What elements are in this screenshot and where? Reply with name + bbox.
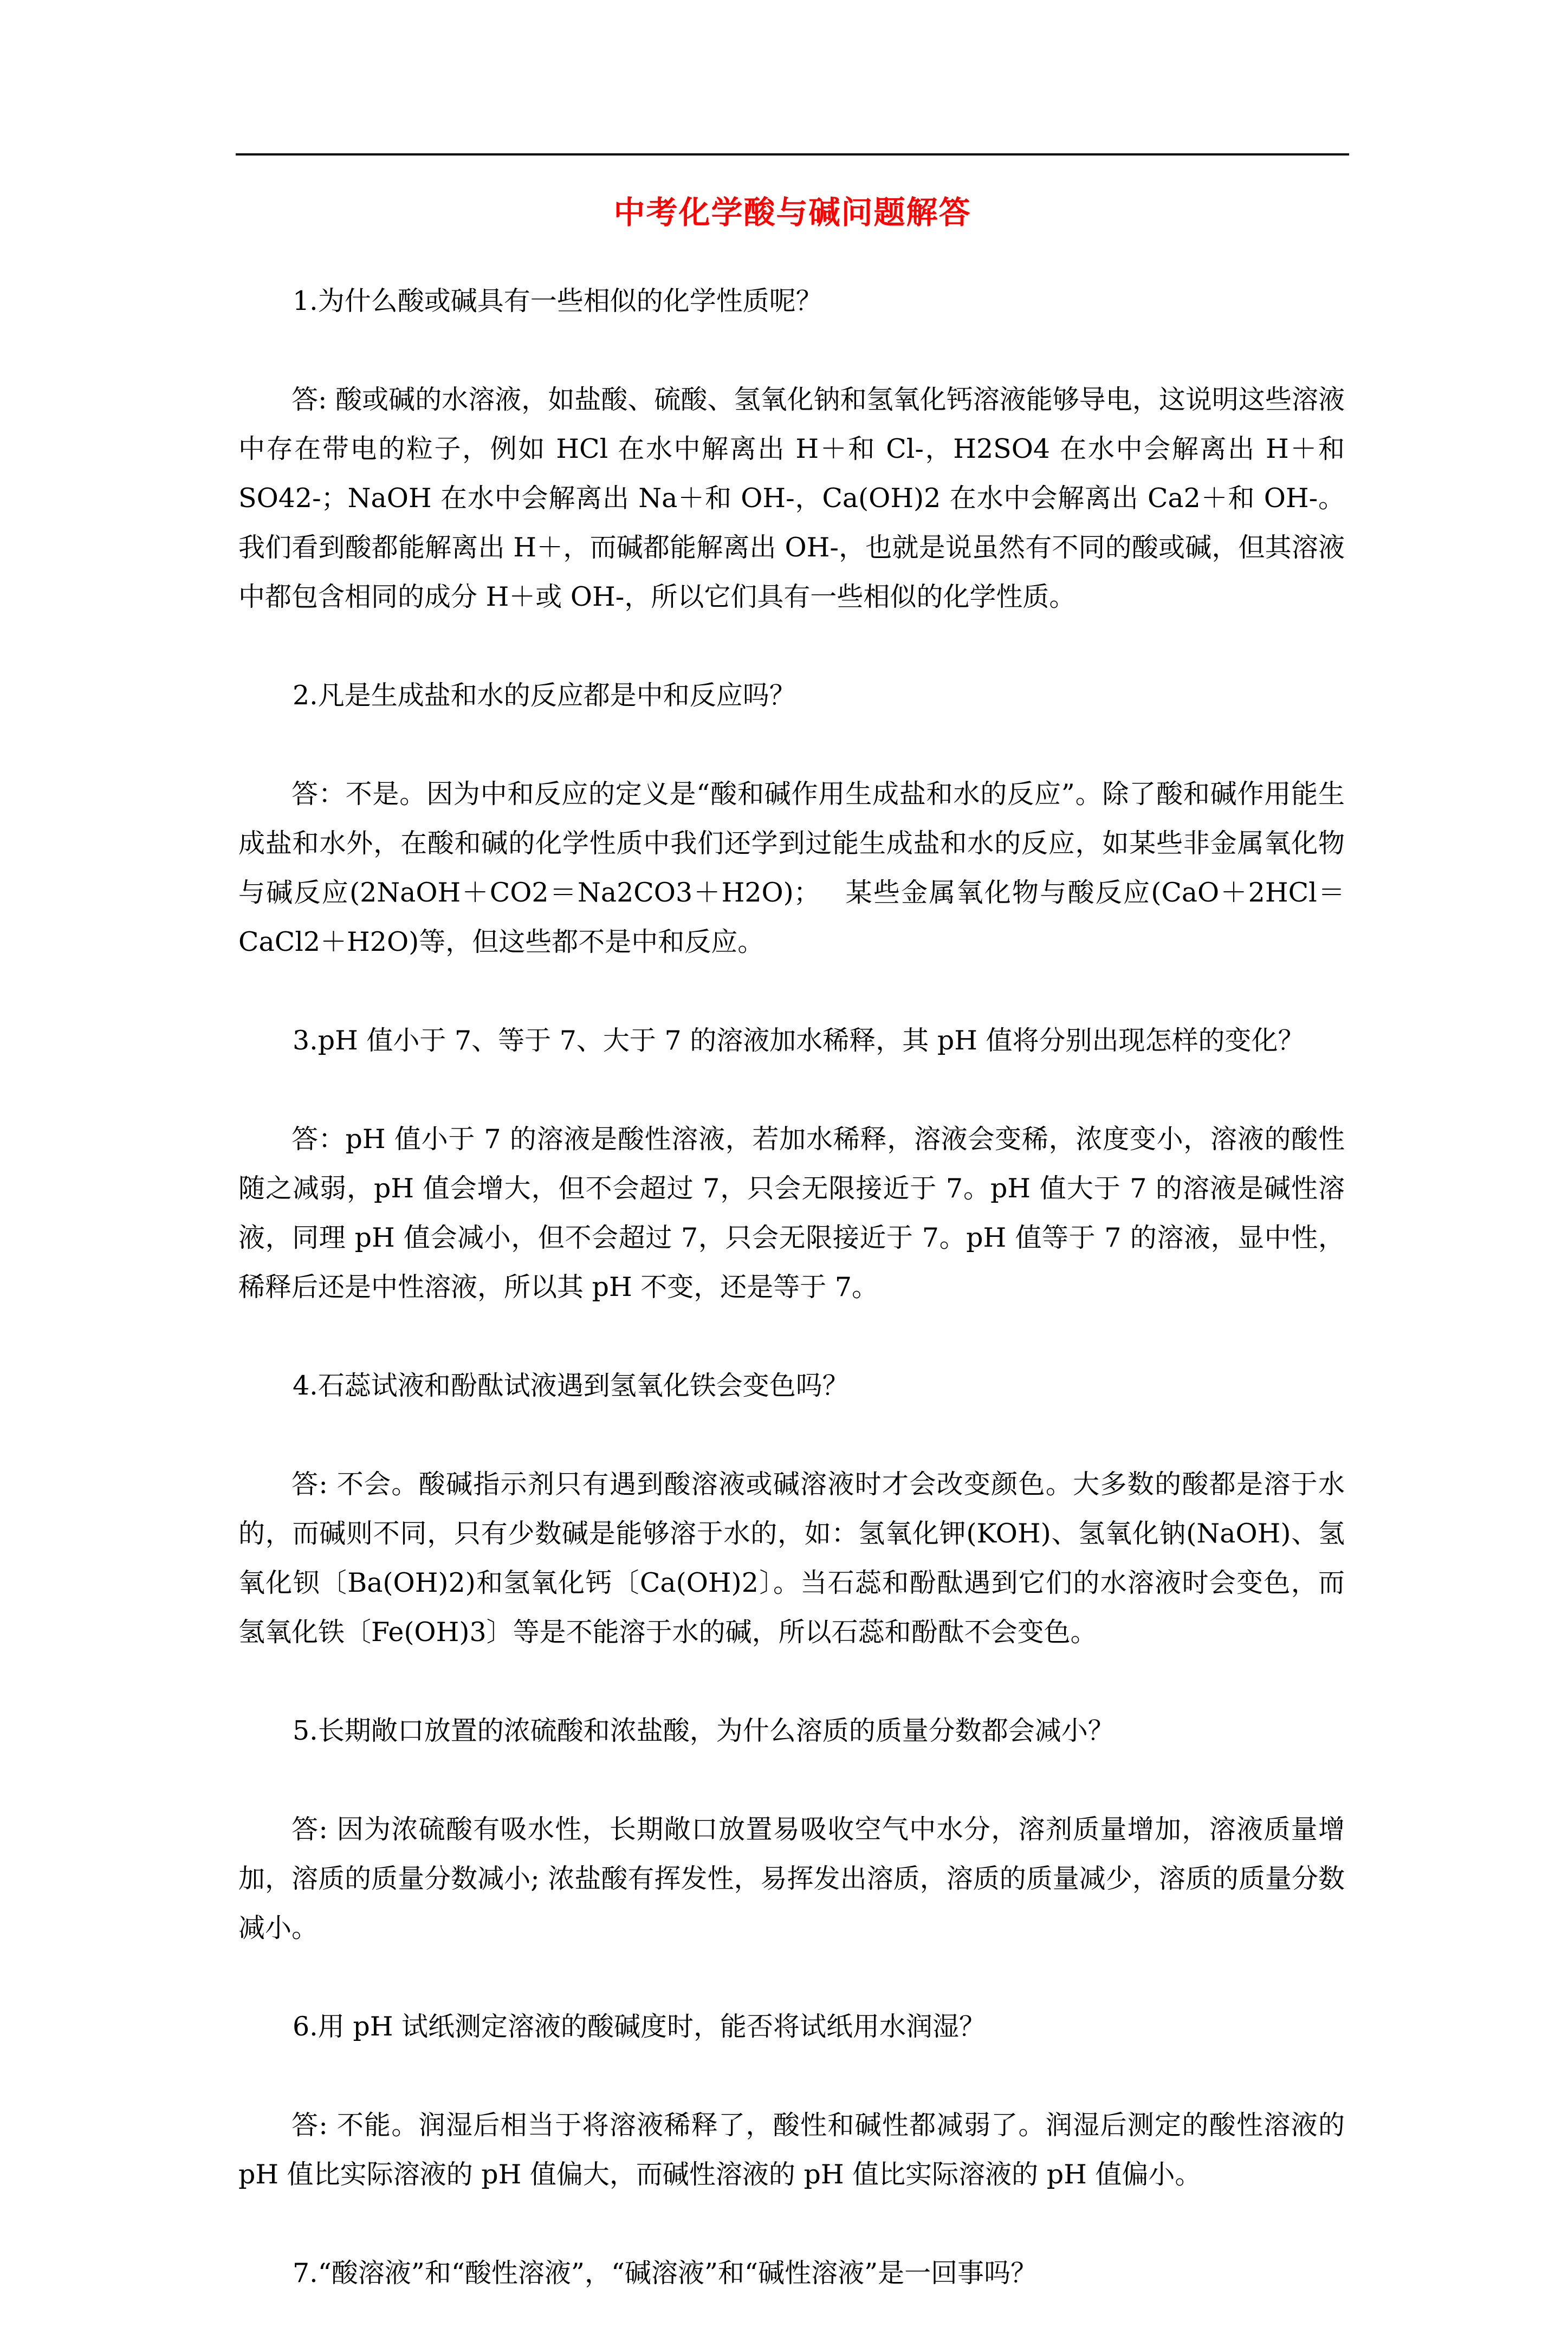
answer-5: 答: 因为浓硫酸有吸水性，长期敞口放置易吸收空气中水分，溶剂质量增加，溶液质量增加，溶质的质量分数减小; 浓盐酸有挥发性，易挥发出溶质，溶质的质量减少，溶质的质量分数减小。 [238,1814,1345,1943]
question-2: 2.凡是生成盐和水的反应都是中和反应吗？ [293,680,796,711]
document-title: 中考化学酸与碱问题解答 [613,194,971,231]
qa-item-3 [238,1016,1345,1312]
answer-6: 答: 不能。润湿后相当于将溶液稀释了，酸性和碱性都减弱了。润湿后测定的酸性溶液的 pH 值比实际溶液的 pH 值偏大，而碱性溶液的 pH 值比实际溶液的 pH 值偏小。 [238,2110,1345,2190]
header-rule [236,153,1349,155]
question-6: 6.用 pH 试纸测定溶液的酸碱度时，能否将试纸用水润湿？ [293,2011,986,2042]
question-3: 3.pH 值小于 7、等于 7、大于 7 的溶液加水稀释，其 pH 值将分别出现怎样的变化？ [293,1025,1305,1056]
qa-item-6 [238,2002,1345,2199]
question-5: 5.长期敞口放置的浓硫酸和浓盐酸，为什么溶质的质量分数都会减小？ [293,1715,1115,1746]
question-1: 1.为什么酸或碱具有一些相似的化学性质呢？ [293,286,822,316]
qa-item-2 [238,671,1345,967]
answer-2: 答：不是。因为中和反应的定义是“酸和碱作用生成盐和水的反应”。除了酸和碱作用能生成盐和水外，在酸和碱的化学性质中我们还学到过能生成盐和水的反应，如某些非金属氧化物与碱反应(2NaOH＋CO2＝Na2CO3＋H2O)； 某些金属氧化物与酸反应(CaO＋2HCl＝CaCl2＋H2O)等，但这些都不是中和反应。 [238,779,1345,957]
answer-4: 答: 不会。酸碱指示剂只有遇到酸溶液或碱溶液时才会改变颜色。大多数的酸都是溶于水的，而碱则不同，只有少数碱是能够溶于水的，如：氢氧化钾(KOH)、氢氧化钠(NaOH)、氢氧化钡〔Ba(OH)2)和氢氧化钙〔Ca(OH)2〕。当石蕊和酚酞遇到它们的水溶液时会变色，而氢氧化铁〔Fe(OH)3〕等是不能溶于水的碱，所以石蕊和酚酞不会变色。 [238,1469,1345,1648]
answer-3: 答：pH 值小于 7 的溶液是酸性溶液，若加水稀释，溶液会变稀，浓度变小，溶液的酸性随之减弱，pH 值会增大，但不会超过 7，只会无限接近于 7。pH 值大于 7 的溶液是碱性溶液，同理 pH 值会减小，但不会超过 7，只会无限接近于 7。pH 值等于 7 的溶液，显中性，稀释后还是中性溶液，所以其 pH 不变，还是等于 7。 [238,1124,1345,1302]
answer-1: 答: 酸或碱的水溶液，如盐酸、硫酸、氢氧化钠和氢氧化钙溶液能够导电，这说明这些溶液中存在带电的粒子，例如 HCl 在水中解离出 H＋和 Cl-，H2SO4 在水中会解离出 H＋和 SO42-；NaOH 在水中会解离出 Na＋和 OH-，Ca(OH)2 在水中会解离出 Ca2＋和 OH-。我们看到酸都能解离出 H＋，而碱都能解离出 OH-，也就是说虽然有不同的酸或碱，但其溶液中都包含相同的成分 H＋或 OH-，所以它们具有一些相似的化学性质。 [238,384,1345,612]
qa-item-7 [238,2248,1345,2298]
question-4: 4.石蕊试液和酚酞试液遇到氢氧化铁会变色吗？ [293,1370,849,1401]
qa-item-1 [238,276,1345,621]
qa-item-5 [238,1706,1345,1953]
question-7: 7.“酸溶液”和“酸性溶液”，“碱溶液”和“碱性溶液”是一回事吗？ [293,2258,1038,2288]
qa-item-4 [238,1361,1345,1657]
document-body [238,276,1345,2347]
